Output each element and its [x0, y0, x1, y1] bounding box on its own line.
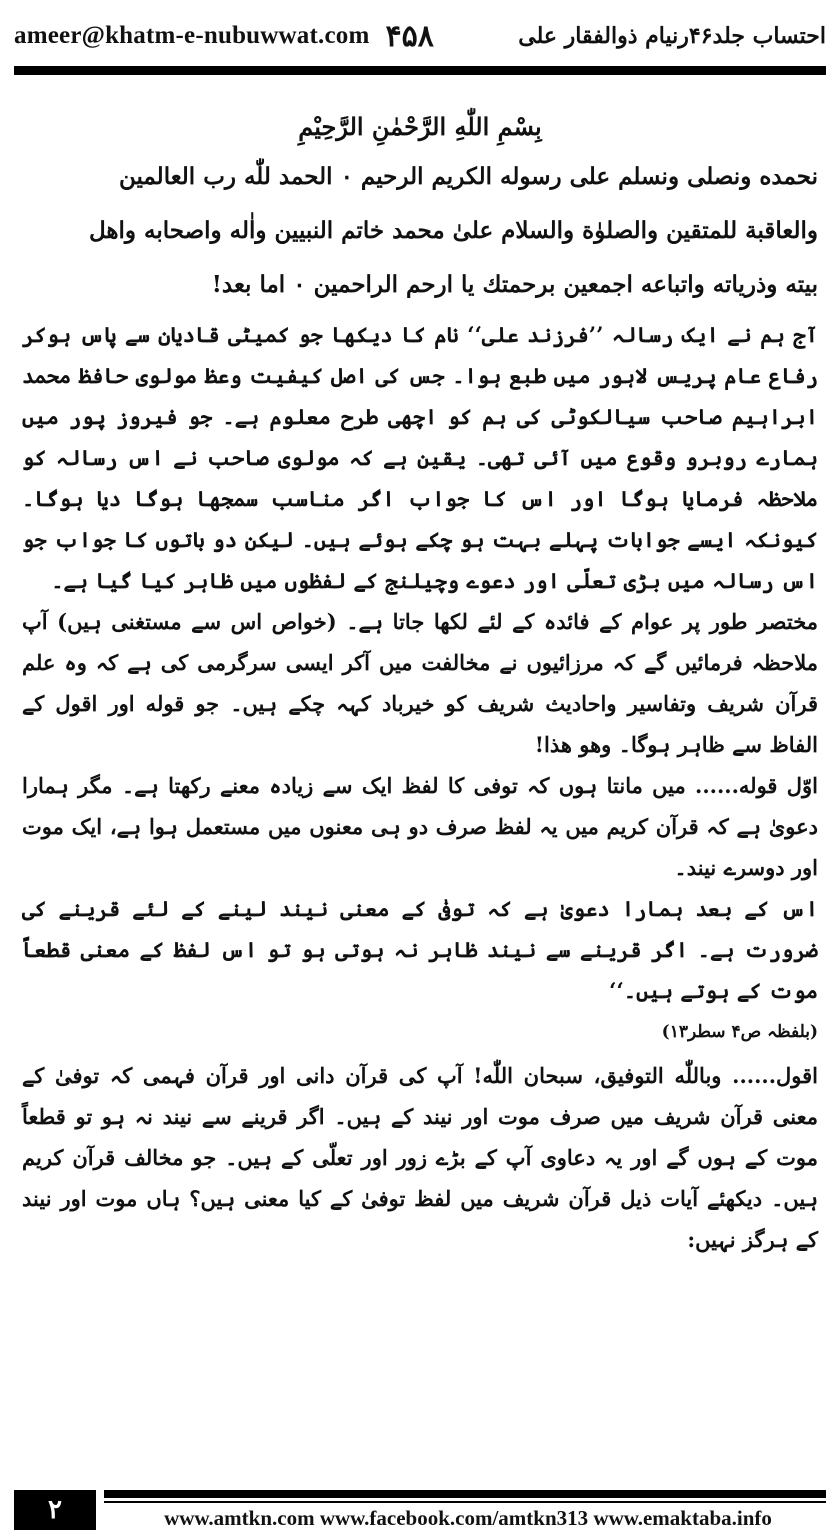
footer-rule: [104, 1490, 826, 1498]
body-paragraph: آج ہم نے ایک رسالہ ’’فرزند علی‘‘ نام کا دیکھا جو کمیٹی قادیان سے پاس ہوکر رفاع عام پریس لاہور میں طبع ہوا۔ جس کی اصل کیفیت وعظ مولوی حافظ محمد ابراہیم صاحب سیالکوٹی کی ہم کو اچھی طرح معلوم ہے۔ جو فیروز پور میں ہمارے روبرو وقوع میں آئی تھی۔ یقین ہے کہ مولوی صاحب نے اس رسالہ کو ملاحظہ فرمایا ہوگا اور اس کا جواب اگر مناسب سمجھا ہوگا دیا ہوگا۔ کیونکہ ایسے جوابات پہلے بہت ہو چکے ہوئے ہیں۔ لیکن دو باتوں کا جواب جو اس رسالہ میں بڑی تعلّی اور دعوے وچیلنج کے لفظوں میں ظاہر کیا گیا ہے۔: [22, 322, 818, 593]
body-paragraph: اس کے بعد ہمارا دعویٰ ہے کہ توفیٰ کے معنی نیند لینے کے لئے قرینے کی ضرورت ہے۔ اگر قرینے سے نیند ظاہر نہ ہوتی ہو تو اس لفظ کے معنی قطعاً موت کے ہوتے ہیں۔‘‘: [22, 896, 818, 1003]
arabic-opening-line: بيته وذرياته واتباعه اجمعين برحمتك يا ارحم الراحمين ٠ اما بعد!: [211, 271, 818, 298]
footer-page-number: ۲: [14, 1490, 96, 1530]
body-paragraph: اوّل قوله...... میں مانتا ہوں کہ توفی کا لفظ ایک سے زیادہ معنے رکھتا ہے۔ مگر ہمارا دعویٰ ہے کہ قرآن کریم میں یہ لفظ صرف دو ہی معنوں میں مستعمل ہوا ہے، ایک موت اور دوسرے نیند۔: [22, 773, 818, 880]
bismillah: بِسْمِ اللّٰهِ الرَّحْمٰنِ الرَّحِیْمِ: [298, 112, 542, 141]
arabic-opening-line: والعاقبة للمتقين والصلوٰة والسلام علیٰ محمد خاتم النبيين واٰله واصحابه واهل: [88, 217, 818, 244]
arabic-opening-line: نحمده ونصلی ونسلم علی رسوله الكريم الرحيم ٠ الحمد للّٰه رب العالمين: [118, 163, 818, 190]
closing-paragraph: اقول...... وباللّٰه التوفيق، سبحان اللّٰه! آپ کی قرآن دانی اور قرآن فہمی کہ توفیٰ کے معنی قرآن شریف میں صرف موت اور نیند کے ہیں۔ اگر قرینے سے نیند نہ ہو تو قطعاً موت کے ہوں گے اور یہ دعاوی آپ کے بڑے زور اور تعلّی کے ہیں۔ جو مخالف قرآن کریم ہیں۔ دیکھئے آیات ذیل قرآن شریف میں لفظ توفیٰ کے کیا معنی ہیں؟ ہاں موت اور نیند کے ہرگز نہیں:: [22, 1063, 818, 1252]
citation-reference: (بلفظہ ص۴ سطر۱۳): [661, 1022, 818, 1042]
page-footer: [14, 1488, 826, 1532]
header-rule: [14, 66, 826, 75]
header-book-title: احتساب جلد۴۶رنیام ذوالفقار علی: [518, 23, 826, 49]
header-page-number: ۴۵۸: [385, 18, 434, 54]
page-header: [14, 14, 826, 58]
page-content: [22, 152, 818, 1472]
footer-rule-thin: [104, 1501, 826, 1503]
body-paragraph: مختصر طور پر عوام کے فائدہ کے لئے لکھا جاتا ہے۔ (خواص اس سے مستغنی ہیں) آپ ملاحظہ فرمائیں گے کہ مرزائیوں نے مخالفت میں آکر ایسی سرگرمی کی ہے کہ وہ علم قرآن شریف وتفاسیر واحادیث شریف کو خیرباد کہہ چکے ہیں۔ جو قوله اور اقول کے الفاظ سے ظاہر ہوگا۔ وھو ھذا!: [22, 609, 818, 757]
header-email: ameer@khatm-e-nubuwwat.com: [14, 22, 370, 49]
footer-links: www.amtkn.com www.facebook.com/amtkn313 www.emaktaba.info: [164, 1506, 772, 1530]
header-left: [14, 19, 434, 54]
